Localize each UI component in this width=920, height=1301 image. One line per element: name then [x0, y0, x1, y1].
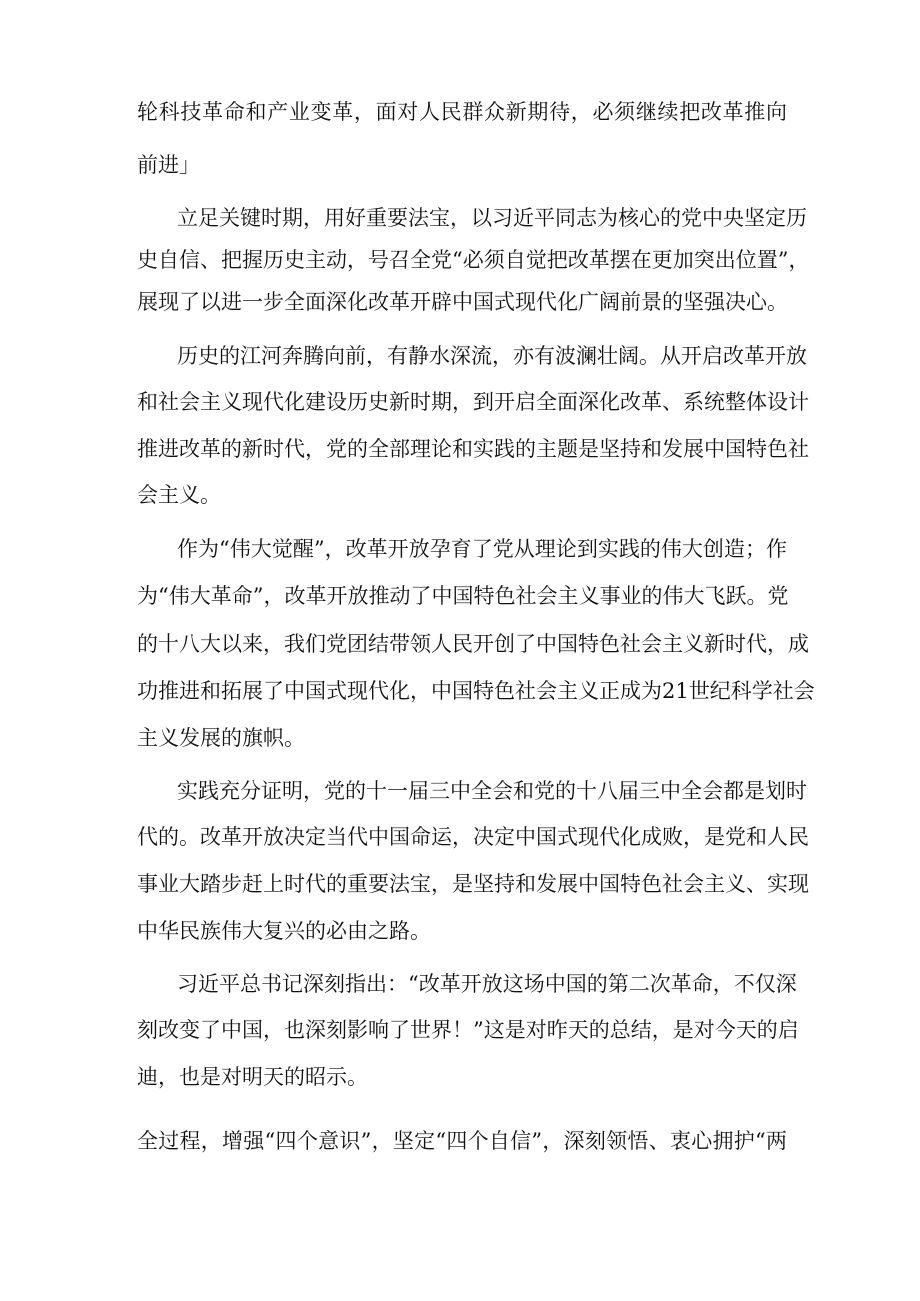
- paragraph-line: 为“伟大革命”，改革开放推动了中国特色社会主义事业的伟大飞跃。党: [137, 584, 789, 608]
- text-line: 轮科技革命和产业变革，面对人民群众新期待，必须继续把改革推向: [137, 100, 787, 124]
- paragraph-line: 代的。改革开放决定当代中国命运，决定中国式现代化成败，是党和人民: [137, 825, 809, 849]
- paragraph-line: 事业大踏步赶上时代的重要法宝，是坚持和发展中国特色社会主义、实现: [137, 872, 809, 896]
- paragraph-line: 和社会主义现代化建设历史新时期，到开启全面深化改革、系统整体设计: [137, 390, 809, 414]
- paragraph-line: 作为“伟大觉醒”，改革开放孕育了党从理论到实践的伟大创造；作: [177, 537, 787, 561]
- paragraph-line: 功推进和拓展了中国式现代化，中国特色社会主义正成为21世纪科学社会: [137, 679, 815, 703]
- paragraph-line: 历史的江河奔腾向前，有静水深流，亦有波澜壮阔。从开启改革开放: [177, 344, 807, 368]
- paragraph-line: 的十八大以来，我们党团结带领人民开创了中国特色社会主义新时代，成: [137, 632, 809, 656]
- paragraph-line: 刻改变了中国，也深刻影响了世界！”这是对昨天的总结，是对今天的启: [137, 1018, 799, 1042]
- paragraph-line: 习近平总书记深刻指出：“改革开放这场中国的第二次革命，不仅深: [177, 972, 797, 996]
- paragraph-line: 中华民族伟大复兴的必由之路。: [137, 919, 431, 943]
- paragraph-line: 迪，也是对明天的昭示。: [137, 1065, 368, 1089]
- text-line: 前进」: [137, 153, 200, 177]
- paragraph-line: 史自信、把握历史主动，号召全党“必须自觉把改革摆在更加突出位置”，: [137, 248, 810, 272]
- paragraph-line: 推进改革的新时代，党的全部理论和实践的主题是坚持和发展中国特色社: [137, 437, 809, 461]
- paragraph-line: 立足关键时期，用好重要法宝，以习近平同志为核心的党中央坚定历: [177, 206, 807, 230]
- paragraph-line: 实践充分证明，党的十一届三中全会和党的十八届三中全会都是划时: [177, 779, 807, 803]
- paragraph-line: 主义发展的旗帜。: [137, 726, 305, 750]
- text-line: 全过程，增强“四个意识”，坚定“四个自信”，深刻领悟、衷心拥护“两: [137, 1129, 787, 1153]
- paragraph-line: 会主义。: [137, 483, 221, 507]
- paragraph-line: 展现了以进一步全面深化改革开辟中国式现代化广阔前景的坚强决心。: [137, 290, 788, 314]
